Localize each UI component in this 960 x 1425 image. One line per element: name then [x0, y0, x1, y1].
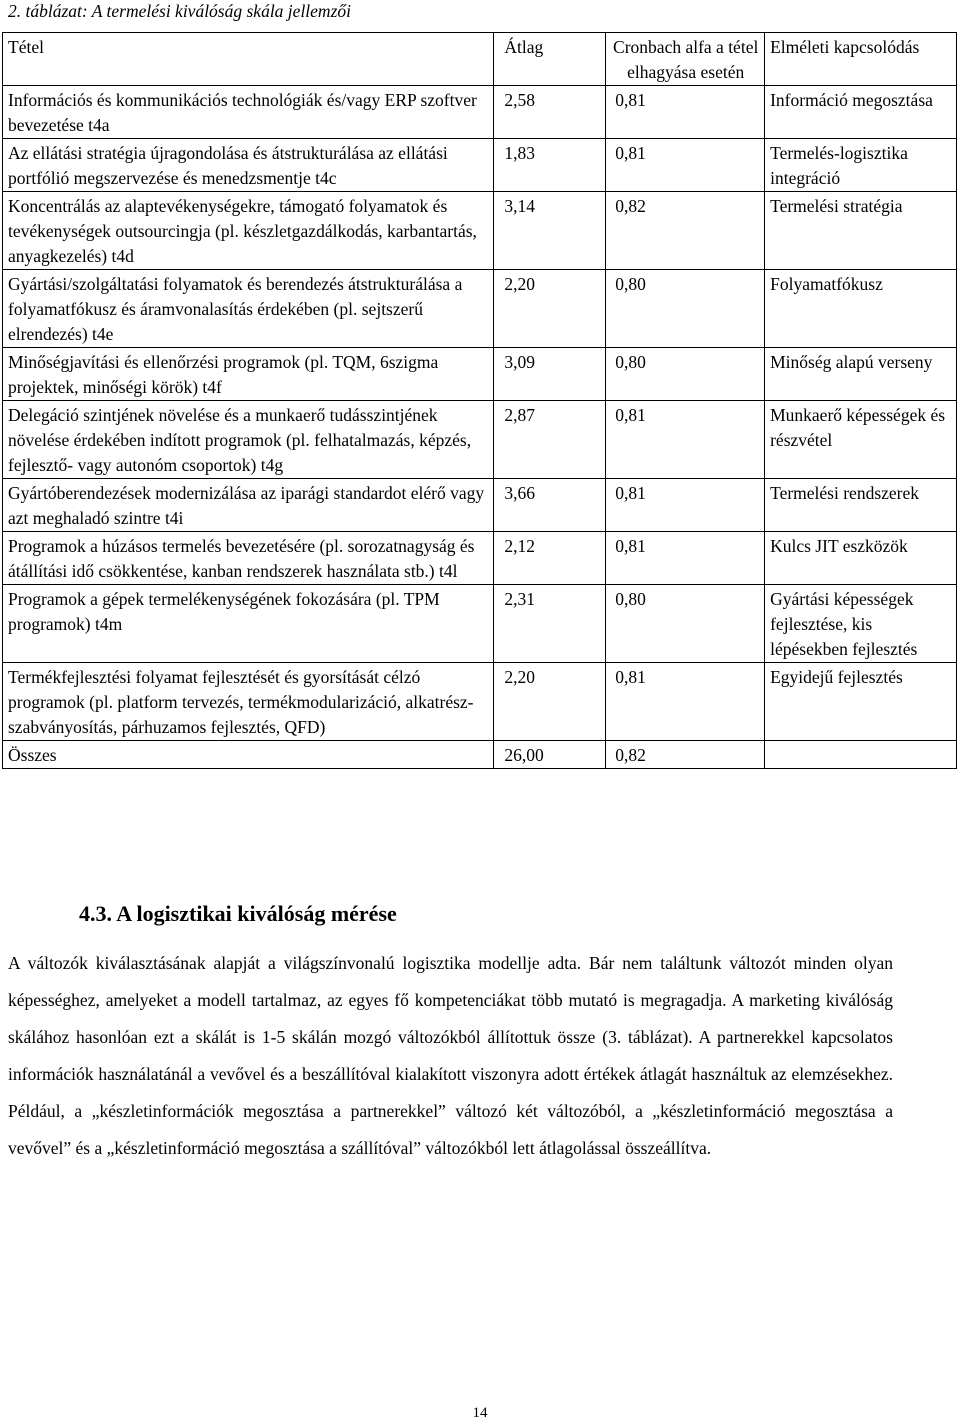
row-mean: 3,66 [494, 479, 606, 532]
body-paragraph: A változók kiválasztásának alapját a világszínvonalú logisztika modellje adta. Bár nem találtunk változót minden olyan képességhez, amelyeket a modell tartalmaz, az egyes fő kompetenciákat több mutató is megragadja. A marketing kiválóság skálához hasonlóan ezt a skálát is 1-5 skálán mozgó változókból állítottuk össze (3. táblázat). A partnerekkel kapcsolatos információk használatánál a vevővel és a beszállítóval kialakított viszonyra adott értékek átlagát használtuk az elemzésekhez. Például, a „készletinformációk megosztása a partnerekkel” változó két változóból, a „készletinformáció megosztása a vevővel” és a „készletinformáció megosztása a szállítóval” változókból lett átlagolással összeállítva. [8, 953, 893, 1158]
page-number: 14 [472, 1405, 488, 1421]
table-row [3, 479, 957, 532]
row-mean: 3,14 [494, 192, 606, 270]
row-alpha: 0,81 [606, 139, 765, 192]
row-mean: 1,83 [494, 139, 606, 192]
row-theory: Kulcs JIT eszközök [765, 532, 957, 585]
table-row [3, 401, 957, 479]
row-item: Termékfejlesztési folyamat fejlesztését és gyorsítását célzó programok (pl. platform tervezés, termékmodularizáció, alkatrész-szabványosítás, párhuzamos fejlesztés, QFD) [3, 663, 494, 741]
row-theory: Információ megosztása [765, 86, 957, 139]
row-alpha: 0,81 [606, 532, 765, 585]
row-theory: Egyidejű fejlesztés [765, 663, 957, 741]
table-row [3, 270, 957, 348]
header-item: Tétel [3, 33, 494, 86]
row-theory: Gyártási képességek fejlesztése, kis lépésekben fejlesztés [765, 585, 957, 663]
table-row [3, 585, 957, 663]
table-row [3, 532, 957, 585]
table-row [3, 86, 957, 139]
header-alpha: Cronbach alfa a tétel elhagyása esetén [606, 33, 765, 86]
table-row [3, 663, 957, 741]
row-theory: Minőség alapú verseny [765, 348, 957, 401]
row-theory: Termelési stratégia [765, 192, 957, 270]
table-row [3, 192, 957, 270]
row-mean: 2,12 [494, 532, 606, 585]
section-heading: 4.3. A logisztikai kiválóság mérése [79, 901, 397, 926]
row-theory: Munkaerő képességek és részvétel [765, 401, 957, 479]
row-alpha: 0,81 [606, 401, 765, 479]
row-alpha: 0,81 [606, 663, 765, 741]
row-theory [765, 741, 957, 769]
row-item: Információs és kommunikációs technológiák és/vagy ERP szoftver bevezetése t4a [3, 86, 494, 139]
row-mean: 3,09 [494, 348, 606, 401]
header-mean: Átlag [494, 33, 606, 86]
row-mean: 2,20 [494, 270, 606, 348]
row-item: Minőségjavítási és ellenőrzési programok (pl. TQM, 6szigma projektek, minőségi körök) t4f [3, 348, 494, 401]
row-mean: 2,31 [494, 585, 606, 663]
table-header-row [3, 33, 957, 86]
table-total-row [3, 741, 957, 769]
row-item: Az ellátási stratégia újragondolása és átstrukturálása az ellátási portfólió megszervezése és menedzsmentje t4c [3, 139, 494, 192]
row-item: Összes [3, 741, 494, 769]
row-item: Programok a gépek termelékenységének fokozására (pl. TPM programok) t4m [3, 585, 494, 663]
row-item: Programok a húzásos termelés bevezetésére (pl. sorozatnagyság és átállítási idő csökkentése, kanban rendszerek használata stb.) t4l [3, 532, 494, 585]
row-mean: 2,87 [494, 401, 606, 479]
row-mean: 26,00 [494, 741, 606, 769]
table-row [3, 139, 957, 192]
production-excellence-table [2, 32, 957, 769]
row-mean: 2,58 [494, 86, 606, 139]
row-alpha: 0,80 [606, 270, 765, 348]
row-alpha: 0,82 [606, 741, 765, 769]
row-theory: Termelési rendszerek [765, 479, 957, 532]
row-alpha: 0,80 [606, 348, 765, 401]
row-alpha: 0,80 [606, 585, 765, 663]
row-item: Delegáció szintjének növelése és a munkaerő tudásszintjének növelése érdekében indított programok (pl. felhatalmazás, képzés, fejlesztő- vagy autonóm csoportok) t4g [3, 401, 494, 479]
row-item: Gyártási/szolgáltatási folyamatok és berendezés átstrukturálása a folyamatfókusz és áramvonalasítás érdekében (pl. sejtszerű elrendezés) t4e [3, 270, 494, 348]
row-alpha: 0,82 [606, 192, 765, 270]
row-alpha: 0,81 [606, 479, 765, 532]
table-row [3, 348, 957, 401]
header-theory: Elméleti kapcsolódás [765, 33, 957, 86]
row-item: Koncentrálás az alaptevékenységekre, támogató folyamatok és tevékenységek outsourcingja (pl. készletgazdálkodás, karbantartás, anyagkezelés) t4d [3, 192, 494, 270]
row-theory: Termelés-logisztika integráció [765, 139, 957, 192]
row-alpha: 0,81 [606, 86, 765, 139]
row-theory: Folyamatfókusz [765, 270, 957, 348]
row-mean: 2,20 [494, 663, 606, 741]
row-item: Gyártóberendezések modernizálása az iparági standardot elérő vagy azt meghaladó szintre t4i [3, 479, 494, 532]
table-caption: 2. táblázat: A termelési kiválóság skála jellemzői [8, 1, 351, 21]
